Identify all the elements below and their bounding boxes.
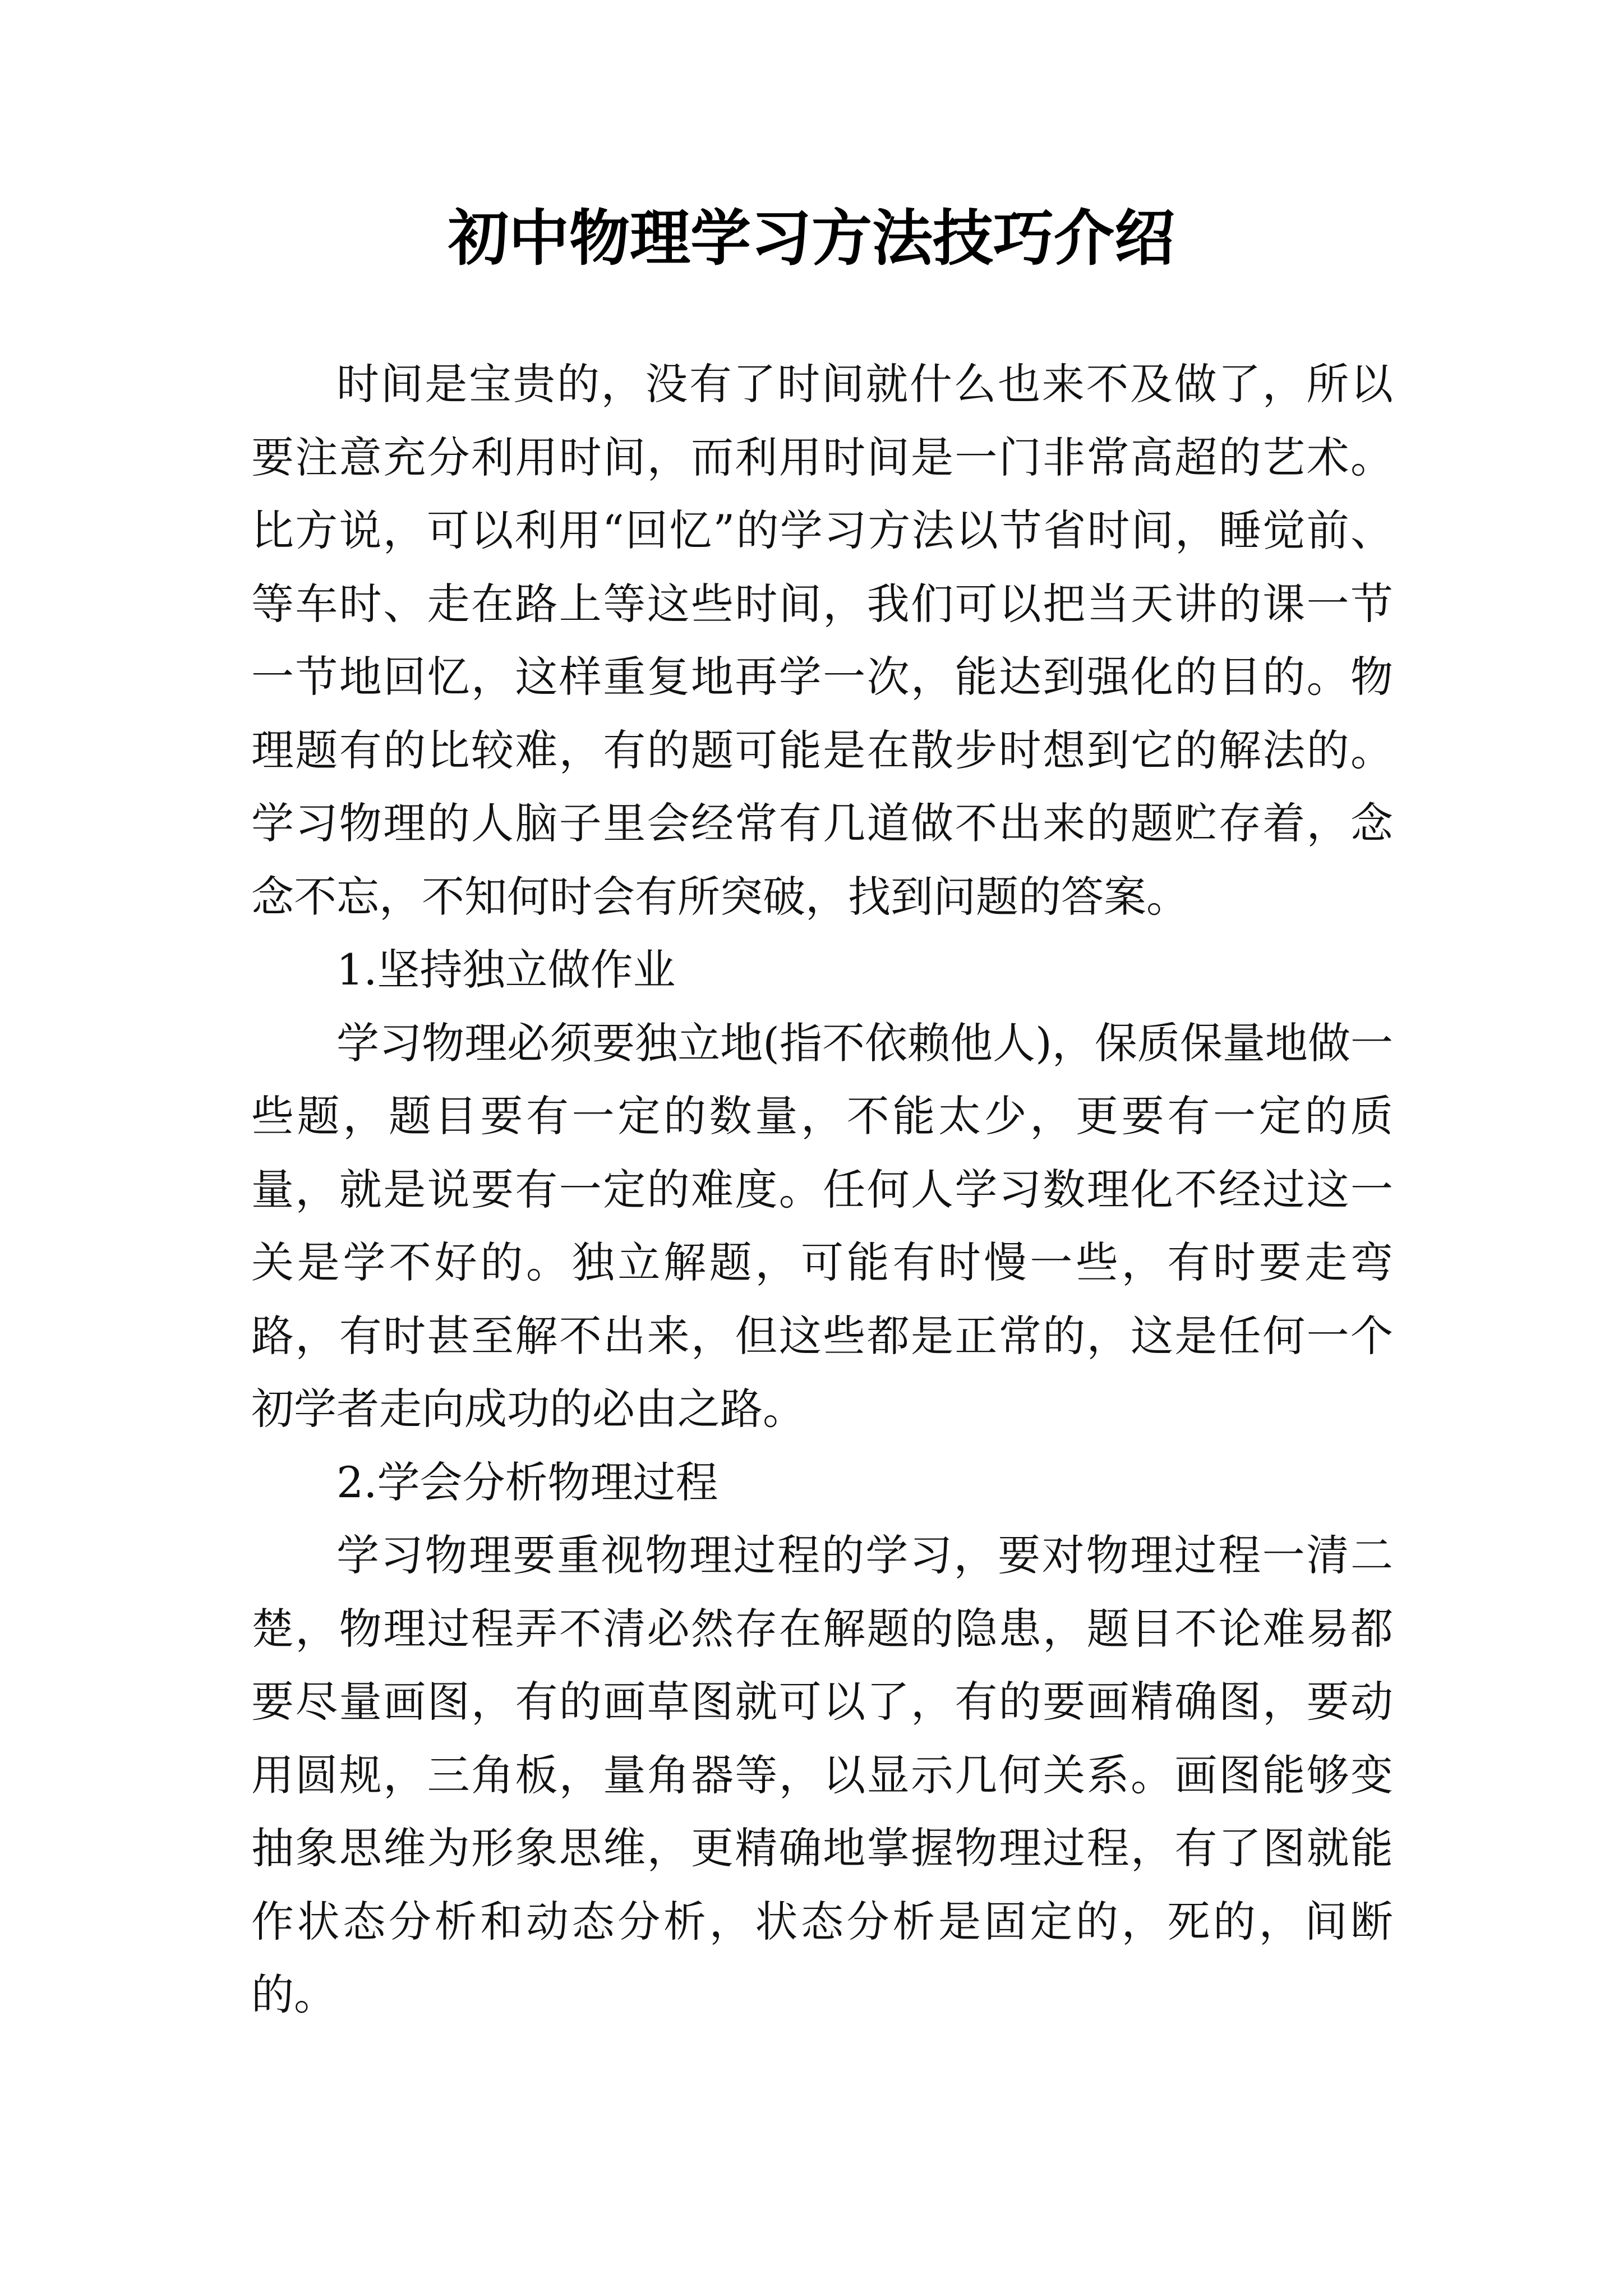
body-paragraph: 学习物理要重视物理过程的学习，要对物理过程一清二楚，物理过程弄不清必然存在解题的隐患，题目不论难易都要尽量画图，有的画草图就可以了，有的要画精确图，要动用圆规，三角板，量角器等，以显示几何关系。画图能够变抽象思维为形象思维，更精确地掌握物理过程，有了图就能作状态分析和动态分析，状态分析是固定的，死的，间断的。 bbox=[251, 1530, 1393, 2019]
body-paragraph: 学习物理必须要独立地(指不依赖他人)，保质保量地做一些题，题目要有一定的数量，不能太少，更要有一定的质量，就是说要有一定的难度。任何人学习数理化不经过这一关是学不好的。独立解题，可能有时慢一些，有时要走弯路，有时甚至解不出来，但这些都是正常的，这是任何一个初学者走向成功的必由之路。 bbox=[251, 1018, 1393, 1434]
document-title: 初中物理学习方法技巧介绍 bbox=[448, 203, 1175, 274]
section-heading: 1.坚持独立做作业 bbox=[336, 945, 676, 995]
document-body bbox=[251, 348, 1393, 2032]
section-heading: 2.学会分析物理过程 bbox=[336, 1457, 718, 1507]
body-paragraph: 时间是宝贵的，没有了时间就什么也来不及做了，所以要注意充分利用时间，而利用时间是一门非常高超的艺术。比方说，可以利用“回忆”的学习方法以节省时间，睡觉前、等车时、走在路上等这些时间，我们可以把当天讲的课一节一节地回忆，这样重复地再学一次，能达到强化的目的。物理题有的比较难，有的题可能是在散步时想到它的解法的。学习物理的人脑子里会经常有几道做不出来的题贮存着，念念不忘，不知何时会有所突破，找到问题的答案。 bbox=[251, 359, 1393, 922]
